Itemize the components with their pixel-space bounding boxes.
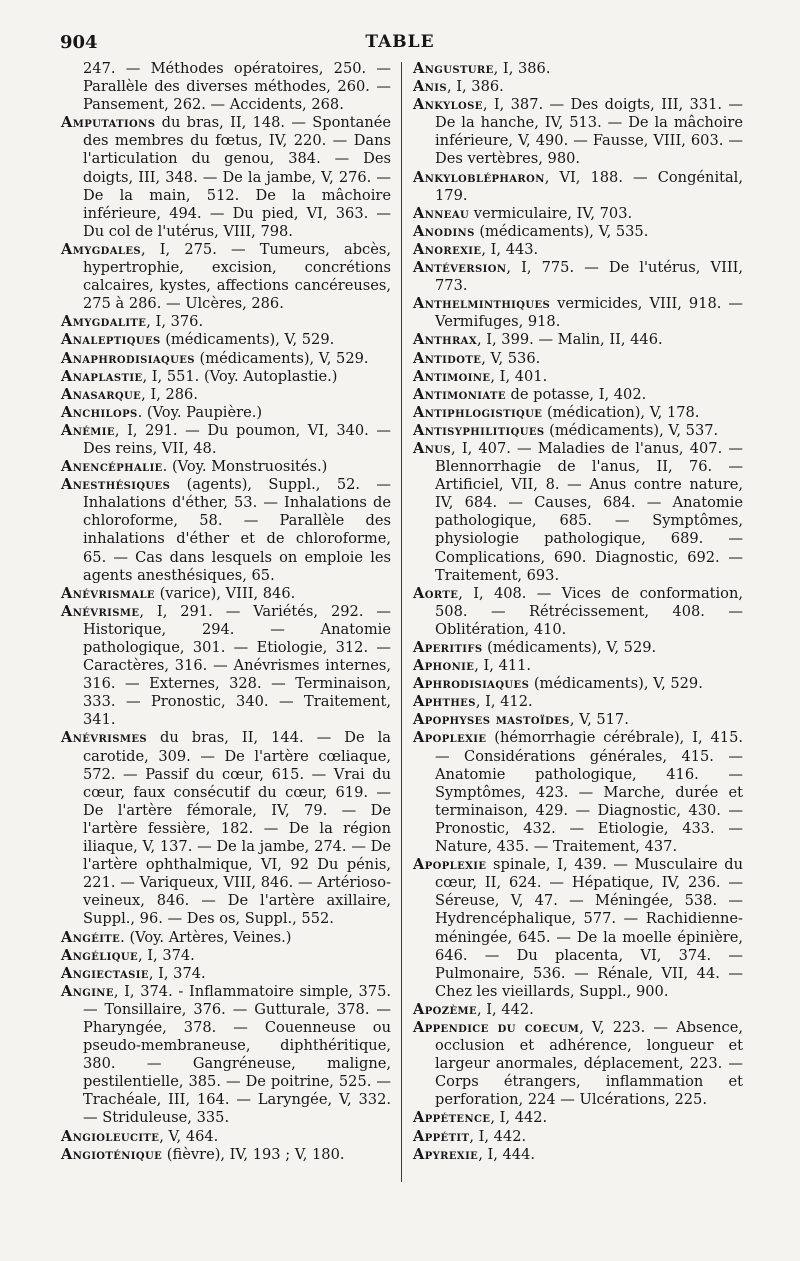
- page-header: [0, 30, 800, 58]
- entry-headword: Anthelminthiques: [413, 295, 551, 313]
- entry-text: , I, 291. — Variétés, 292. — Historique, 294. — Anatomie pathologique, 301. — Etiologie, 312. — Caractères, 316. — Anévrismes internes, 316. — Externes, 328. — Terminaison, 333. — Pronostic, 340. — Traitement, 341.: [83, 602, 391, 729]
- entry-headword: Aperitifs: [413, 639, 483, 656]
- entry-headword: Aphthes: [413, 693, 476, 711]
- index-entry: [61, 241, 391, 313]
- entry-text: , I, 386.: [493, 60, 551, 77]
- entry-headword: Anneau: [413, 204, 470, 222]
- entry-text: , I, 376.: [146, 313, 204, 331]
- entry-headword: Angusture: [413, 60, 494, 77]
- entry-headword: Antisyphilitiques: [413, 421, 545, 439]
- index-entry: [61, 1146, 391, 1164]
- entry-headword: Angioleucite: [61, 1127, 160, 1145]
- entry-headword: Angéite: [61, 928, 121, 946]
- entry-headword: Aphrodisiaques: [413, 675, 530, 693]
- index-entry: [413, 675, 743, 693]
- entry-headword: Anodins: [413, 222, 475, 240]
- index-entry: [61, 965, 391, 983]
- entry-headword: Anaplastie: [61, 367, 143, 385]
- entry-headword: Anasarque: [61, 385, 142, 403]
- entry-headword: Antiphlogistique: [413, 403, 543, 421]
- entry-headword: Anorexie: [413, 240, 482, 258]
- index-entry: [61, 585, 391, 603]
- entry-text: (médicaments), V, 529.: [482, 639, 657, 656]
- entry-text: , I, 399. — Malin, II, 446.: [476, 331, 663, 349]
- index-entry: [413, 1019, 743, 1109]
- entry-headword: Antéversion: [413, 259, 507, 277]
- entry-text: , I, 374.: [138, 946, 195, 964]
- entry-text: , I, 386.: [446, 78, 504, 96]
- entry-headword: Apyrexie: [413, 1145, 479, 1163]
- entry-headword: Ankylose: [413, 96, 483, 114]
- index-entry: [413, 657, 743, 675]
- entry-text: , I, 411.: [474, 657, 532, 675]
- entry-text: (médication), V, 178.: [542, 403, 700, 421]
- entry-headword: Angiectasie: [61, 964, 149, 982]
- index-entry: [413, 585, 743, 639]
- entry-headword: Aphonie: [413, 657, 475, 675]
- entry-headword: Amygdalite: [61, 313, 147, 331]
- entry-headword: Anévrismale: [61, 584, 155, 602]
- entry-headword: Aorte: [413, 584, 459, 602]
- entry-text: (varice), VIII, 846.: [154, 584, 296, 602]
- index-entry: [61, 313, 391, 331]
- entry-text: , I, 442.: [490, 1109, 548, 1127]
- entry-text: (hémorrhagie cérébrale), I, 415. — Considérations générales, 415. — Anatomie pathologique, 416. — Symptômes, 423. — Marche, durée et terminaison, 429. — Diagnostic, 430. — Pronostic, 432. — Etiologie, 433. — Nature, 435. — Traitement, 437.: [435, 729, 743, 856]
- index-entry: [413, 1001, 743, 1019]
- entry-headword: Appétence: [413, 1109, 491, 1127]
- index-entry: [61, 422, 391, 458]
- index-entry: [61, 368, 391, 386]
- entry-text: , I, 401.: [490, 367, 548, 385]
- index-entry: [413, 78, 743, 96]
- index-entry: [61, 929, 391, 947]
- index-entry: [61, 114, 391, 241]
- entry-headword: Anesthésiques: [61, 476, 171, 494]
- entry-text: . (Voy. Paupière.): [137, 403, 263, 421]
- entry-text: , I, 444.: [478, 1145, 536, 1163]
- index-entry: [413, 639, 743, 657]
- entry-text: , I, 412.: [475, 693, 533, 711]
- entry-headword: Ankyloblépharon: [413, 168, 545, 186]
- index-entry: [61, 1128, 391, 1146]
- entry-headword: Appétit: [413, 1127, 470, 1145]
- entry-text: , V, 536.: [481, 349, 541, 367]
- index-entry: [413, 241, 743, 259]
- entry-text: , I, 775. — De l'utérus, VIII, 773.: [435, 259, 743, 295]
- index-entry: [61, 386, 391, 404]
- entry-headword: Analeptiques: [61, 331, 161, 349]
- entry-headword: Appendice du coecum: [413, 1018, 580, 1036]
- entry-text: (médicaments), V, 537.: [544, 421, 719, 439]
- index-entry: [413, 856, 743, 1001]
- index-entry: [61, 729, 391, 928]
- entry-headword: Anévrisme: [61, 602, 140, 620]
- entry-headword: Anévrismes: [61, 729, 147, 747]
- index-entry-continuation: [61, 60, 391, 114]
- entry-headword: Amputations: [61, 114, 156, 132]
- index-entry: [61, 458, 391, 476]
- index-entry: [61, 947, 391, 965]
- entry-text: . (Voy. Monstruosités.): [162, 458, 328, 476]
- index-entry: [413, 711, 743, 729]
- entry-headword: Anthrax: [413, 331, 477, 349]
- entry-headword: Apoplexie: [413, 729, 487, 747]
- entry-text: (médicaments), V, 529.: [160, 331, 335, 349]
- index-entry: [413, 386, 743, 404]
- entry-headword: Angioténique: [61, 1145, 163, 1163]
- entry-headword: Amygdales: [61, 240, 141, 258]
- entry-headword: Antimoine: [413, 367, 491, 385]
- entry-headword: Angélique: [61, 946, 138, 964]
- index-entry: [413, 259, 743, 295]
- column-divider: [401, 62, 402, 1182]
- index-entry: [413, 350, 743, 368]
- entry-text: (médicaments), V, 529.: [529, 675, 703, 693]
- entry-text: spinale, I, 439. — Musculaire du cœur, II, 624. — Hépatique, IV, 236. — Séreuse, V, 47. — Méningée, 538. — Hydrencéphalique, 577. — Rachidienne-méningée, 645. — De la moelle épinière, 646. — Du placenta, VI, 374. — Pulmonaire, 536. — Rénale, VII, 44. — Chez les vieillards, Suppl., 900.: [435, 856, 743, 1000]
- index-entry: [61, 476, 391, 585]
- entry-headword: Apozème: [413, 1000, 477, 1018]
- left-column: [61, 60, 391, 1164]
- entry-text: . (Voy. Artères, Veines.): [120, 928, 292, 946]
- index-entry: [413, 60, 743, 78]
- index-entry: [413, 422, 743, 440]
- index-entry: [413, 693, 743, 711]
- index-entry: [413, 205, 743, 223]
- page-number: 904: [60, 32, 98, 53]
- entry-headword: Anémie: [61, 421, 115, 439]
- entry-text: , I, 408. — Vices de conformation, 508. — Rétrécissement, 408. — Oblitération, 410.: [435, 584, 743, 638]
- index-entry: [413, 1109, 743, 1127]
- entry-text: (fièvre), IV, 193 ; V, 180.: [162, 1145, 345, 1163]
- index-entry: [61, 350, 391, 368]
- entry-text: du bras, II, 148. — Spontanée des membres du fœtus, IV, 220. — Dans l'articulation du genou, 384. — Des doigts, III, 348. — De la jambe, V, 276. — De la main, 512. De la mâchoire inférieure, 494. — Du pied, VI, 363. — Du col de l'utérus, VIII, 798.: [83, 114, 391, 240]
- entry-text: , I, 286.: [141, 385, 198, 403]
- entry-headword: Anus: [413, 439, 452, 457]
- index-entry: [413, 1146, 743, 1164]
- index-entry: [413, 331, 743, 349]
- index-entry: [61, 331, 391, 349]
- entry-text: , I, 443.: [481, 240, 539, 258]
- running-title: TABLE: [365, 32, 435, 52]
- entry-text: , VI, 188. — Congénital, 179.: [435, 168, 743, 204]
- entry-text: (médicaments), V, 529.: [194, 349, 369, 367]
- entry-text: , I, 291. — Du poumon, VI, 340. — Des reins, VII, 48.: [83, 421, 391, 457]
- index-entry: [413, 169, 743, 205]
- index-entry: [413, 295, 743, 331]
- entry-text: de potasse, I, 402.: [505, 385, 647, 403]
- entry-text: , V, 464.: [159, 1127, 219, 1145]
- index-entry: [413, 96, 743, 168]
- entry-text: , I, 551. (Voy. Autoplastie.): [142, 367, 338, 385]
- entry-headword: Antidote: [413, 349, 482, 367]
- entry-text: , I, 275. — Tumeurs, abcès, hypertrophie, excision, concrétions calcaires, kystes, affections cancéreuses, 275 à 286. — Ulcères, 286.: [83, 240, 391, 313]
- entry-text: (médicaments), V, 535.: [474, 222, 649, 240]
- index-entry: [413, 368, 743, 386]
- entry-text: vermicides, VIII, 918. — Vermifuges, 918.: [435, 295, 743, 331]
- entry-text: (agents), Suppl., 52. — Inhalations d'éther, 53. — Inhalations de chloroforme, 58. — Parallèle des inhalations d'éther et de chloroforme, 65. — Cas dans lesquels on emploie les agents anesthésiques, 65.: [83, 476, 391, 584]
- index-entry: [413, 404, 743, 422]
- entry-headword: Apoplexie: [413, 856, 487, 874]
- entry-text: , I, 374. - Inflammatoire simple, 375. — Tonsillaire, 376. — Gutturale, 378. — Pharyngée, 378. — Couenneuse ou pseudo-membraneuse, diphthéritique, 380. — Gangréneuse, maligne, pestilentielle, 385. — De poitrine, 525. — Trachéale, III, 164. — Laryngée, V, 332. — Striduleuse, 335.: [83, 982, 391, 1127]
- entry-text: , V, 223. — Absence, occlusion et adhérence, longueur et largeur anormales, déplacement, 223. — Corps étrangers, inflammation et perforation, 224 — Ulcérations, 225.: [435, 1018, 743, 1109]
- entry-headword: Apophyses mastoïdes: [413, 711, 570, 729]
- entry-headword: Anchilops: [61, 403, 138, 421]
- entry-headword: Anis: [413, 78, 447, 96]
- entry-text: 247. — Méthodes opératoires, 250. — Parallèle des diverses méthodes, 260. — Pansement, 262. — Accidents, 268.: [83, 60, 391, 114]
- entry-headword: Anaphrodisiaques: [61, 349, 195, 367]
- entry-text: vermiculaire, IV, 703.: [469, 204, 633, 222]
- index-entry: [61, 983, 391, 1128]
- index-entry: [413, 223, 743, 241]
- entry-text: , I, 442.: [476, 1000, 534, 1018]
- entry-headword: Antimoniate: [413, 385, 506, 403]
- entry-text: , I, 407. — Maladies de l'anus, 407. — Blennorrhagie de l'anus, II, 76. — Artificiel, VII, 8. — Anus contre nature, IV, 684. — Causes, 684. — Anatomie pathologique, 685. — Symptômes, physiologie pathologique, 689. — Complications, 690. Diagnostic, 692. — Traitement, 693.: [435, 439, 743, 584]
- entry-text: , I, 442.: [469, 1127, 527, 1145]
- index-entry: [413, 1128, 743, 1146]
- entry-text: du bras, II, 144. — De la carotide, 309. — De l'artère cœliaque, 572. — Passif du cœur, 615. — Vrai du cœur, faux consécutif du cœur, 619. — De l'artère fémorale, IV, 79. — De l'artère fessière, 182. — De la région iliaque, V, 137. — De la jambe, 274. — De l'artère ophthalmique, VI, 92 Du pénis, 221. — Variqueux, VIII, 846. — Artérioso-veineux, 846. — De l'artère axillaire, Suppl., 96. — Des os, Suppl., 552.: [83, 729, 391, 928]
- index-entry: [413, 440, 743, 585]
- index-entry: [413, 729, 743, 856]
- index-entry: [61, 603, 391, 730]
- entry-text: , I, 374.: [148, 964, 206, 982]
- right-column: [413, 60, 743, 1164]
- entry-text: , I, 387. — Des doigts, III, 331. — De la hanche, IV, 513. — De la mâchoire inférieure, V, 490. — Fausse, VIII, 603. — Des vertèbres, 980.: [435, 96, 743, 168]
- entry-headword: Anencéphalie: [61, 458, 163, 476]
- index-entry: [61, 404, 391, 422]
- entry-headword: Angine: [61, 982, 114, 1000]
- entry-text: , V, 517.: [569, 711, 629, 729]
